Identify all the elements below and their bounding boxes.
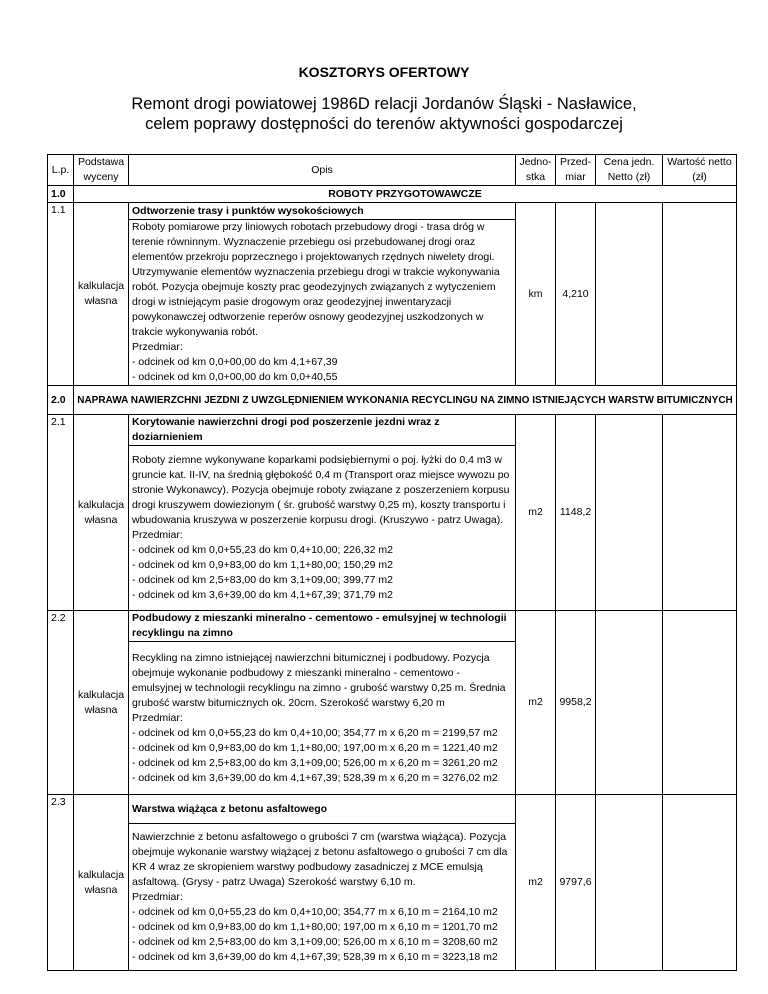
przedmiar-label: Przedmiar: xyxy=(132,711,183,724)
przedmiar-line: - odcinek od km 0,9+83,00 do km 1,1+80,00; 197,00 m x 6,20 m = 1221,40 m2 xyxy=(132,741,498,754)
document-title: KOSZTORYS OFERTOWY xyxy=(298,64,470,80)
section-lp: 1.0 xyxy=(48,186,74,203)
przedmiar-line: - odcinek od km 0,0+00,00 do km 4,1+67,39 xyxy=(132,356,338,368)
item-value xyxy=(663,611,737,795)
section-title: ROBOTY PRZYGOTOWAWCZE xyxy=(74,186,737,203)
przedmiar-line: - odcinek od km 3,6+39,00 do km 4,1+67,39; 371,79 m2 xyxy=(132,589,393,601)
item-heading-row xyxy=(48,795,737,824)
item-description-cell xyxy=(129,824,516,971)
item-lp: 2.1 xyxy=(48,415,74,611)
przedmiar-line: - odcinek od km 0,0+00,00 do km 0,0+40,55 xyxy=(132,371,338,383)
item-description: Recykling na zimno istniejącej nawierzchni bitumicznej i podbudowy. Pozycja obejmuje wykonanie podbudowy z mieszanki mineralno - cementowo - emulsyjnej w technologii recyklingu na zimno - grubość warstwy 0,25 m. Średnia grubość warstw bitumicznych ok. 20cm. Szerokość warstwy 6,20 m xyxy=(132,651,506,709)
item-description: Nawierzchnie z betonu asfaltowego o grubości 7 cm (warstwa wiążąca). Pozycja obejmuje wykonanie warstwy wiążącej z betonu asfaltowego o grubości 7 cm dla KR 4 wraz ze skropieniem warstwy podbudowy zasadniczej z MCE emulsją asfaltową. (Grysy - patrz Uwaga) Szerokość warstwy 6,10 m. xyxy=(132,830,508,888)
przedmiar-line: - odcinek od km 0,9+83,00 do km 1,1+80,00; 150,29 m2 xyxy=(132,559,393,571)
section-row xyxy=(48,186,737,203)
item-unit-price xyxy=(596,415,663,611)
section-title: NAPRAWA NAWIERZCHNI JEZDNI Z UWZGLĘDNIENIEM WYKONANIA RECYCLINGU NA ZIMNO ISTNIEJĄCYCH WARSTW BITUMICZNYCH xyxy=(74,386,737,415)
item-description: Roboty ziemne wykonywane koparkami podsiębiernymi o poj. łyżki do 0,4 m3 w gruncie kat. II-IV, na średnią głębokość 0,4 m (Transport oraz miejsce wywozu po stronie Wykonawcy). Pozycja obejmuje roboty związane z poszerzeniem korpusu drogi kruszywem dowiezionym ( śr. grubość warstwy 0,25 m), koszty transportu i wbudowania kruszywa w poszerzenie korpusu drogi. (Kruszywo - patrz Uwaga). xyxy=(132,454,510,526)
przedmiar-label: Przedmiar: xyxy=(132,529,183,541)
header-description: Opis xyxy=(129,155,516,186)
section-row xyxy=(48,386,737,415)
przedmiar-line: - odcinek od km 2,5+83,00 do km 3,1+09,00; 399,77 m2 xyxy=(132,574,393,586)
przedmiar-line: - odcinek od km 3,6+39,00 do km 4,1+67,39; 528,39 m x 6,20 m = 3276,02 m2 xyxy=(132,771,498,784)
item-quantity: 9797,6 xyxy=(556,795,596,971)
item-heading-row xyxy=(48,415,737,446)
item-lp: 2.2 xyxy=(48,611,74,795)
item-heading: Podbudowy z mieszanki mineralno - cementowo - emulsyjnej w technologii recyklingu na zimno xyxy=(129,611,516,642)
przedmiar-line: - odcinek od km 0,0+55,23 do km 0,4+10,00; 226,32 m2 xyxy=(132,544,393,556)
przedmiar-line: - odcinek od km 3,6+39,00 do km 4,1+67,39; 528,39 m x 6,10 m = 3223,18 m2 xyxy=(132,950,498,963)
item-unit-price xyxy=(596,795,663,971)
item-description-cell xyxy=(129,642,516,795)
item-quantity: 1148,2 xyxy=(556,415,596,611)
przedmiar-line: - odcinek od km 0,9+83,00 do km 1,1+80,00; 197,00 m x 6,10 m = 1201,70 m2 xyxy=(132,920,498,933)
header-quantity: Przed-miar xyxy=(556,155,596,186)
header-value: Wartość netto (zł) xyxy=(663,155,737,186)
przedmiar-line: - odcinek od km 2,5+83,00 do km 3,1+09,00; 526,00 m x 6,20 m = 3261,20 m2 xyxy=(132,756,498,769)
item-lp: 1.1 xyxy=(48,203,74,386)
item-description: Roboty pomiarowe przy liniowych robotach przebudowy drogi - trasa dróg w terenie równinnym. Wyznaczenie przebiegu osi przebudowanej drogi oraz elementów przekroju poprzecznego i projektowanych rzędnych niwelety drogi. Utrzymywanie elementów wyznaczenia przebiegu drogi w trakcie wykonywania robót. Pozycja obejmuje koszty prac geodezyjnych związanych z wytyczeniem drogi w istniejącym pasie drogowym oraz geodezyjnej inwentaryzacji powykonawczej odtworzenie reperów osnowy geodezyjnej uszkodzonych w trakcie wykonywania robót. xyxy=(132,221,500,338)
item-basis: kalkulacja własna xyxy=(74,203,129,386)
item-description-cell xyxy=(129,220,516,386)
item-heading-row xyxy=(48,611,737,642)
przedmiar-line: - odcinek od km 0,0+55,23 do km 0,4+10,00; 354,77 m x 6,20 m = 2199,57 m2 xyxy=(132,726,498,739)
przedmiar-line: - odcinek od km 2,5+83,00 do km 3,1+09,00; 526,00 m x 6,10 m = 3208,60 m2 xyxy=(132,935,498,948)
item-basis: kalkulacja własna xyxy=(74,611,129,795)
item-basis: kalkulacja własna xyxy=(74,415,129,611)
przedmiar-label: Przedmiar: xyxy=(132,890,183,903)
item-quantity: 4,210 xyxy=(556,203,596,386)
header-basis: Podstawa wyceny xyxy=(74,155,129,186)
item-value xyxy=(663,795,737,971)
item-unit: km xyxy=(516,203,556,386)
item-unit-price xyxy=(596,203,663,386)
header-lp: L.p. xyxy=(48,155,74,186)
item-unit: m2 xyxy=(516,795,556,971)
table-header-row xyxy=(48,155,737,186)
item-unit: m2 xyxy=(516,415,556,611)
item-heading: Korytowanie nawierzchni drogi pod poszerzenie jezdni wraz z doziarnieniem xyxy=(129,415,516,446)
item-value xyxy=(663,203,737,386)
przedmiar-line: - odcinek od km 0,0+55,23 do km 0,4+10,00; 354,77 m x 6,10 m = 2164,10 m2 xyxy=(132,905,498,918)
header-unit-price: Cena jedn. Netto (zł) xyxy=(596,155,663,186)
header-unit: Jedno-stka xyxy=(516,155,556,186)
item-heading-row xyxy=(48,203,737,220)
item-basis: kalkulacja własna xyxy=(74,795,129,971)
item-lp: 2.3 xyxy=(48,795,74,971)
item-quantity: 9958,2 xyxy=(556,611,596,795)
przedmiar-label: Przedmiar: xyxy=(132,341,183,353)
item-unit-price xyxy=(596,611,663,795)
item-description-cell xyxy=(129,446,516,611)
item-unit: m2 xyxy=(516,611,556,795)
cost-table xyxy=(47,154,737,971)
item-heading: Warstwa wiążąca z betonu asfaltowego xyxy=(129,795,516,824)
section-lp: 2.0 xyxy=(48,386,74,415)
document-subtitle: Remont drogi powiatowej 1986D relacji Jordanów Śląski - Nasławice, celem poprawy dostępności do terenów aktywności gospodarczej xyxy=(131,95,637,133)
item-heading: Odtworzenie trasy i punktów wysokościowych xyxy=(129,203,516,220)
item-value xyxy=(663,415,737,611)
